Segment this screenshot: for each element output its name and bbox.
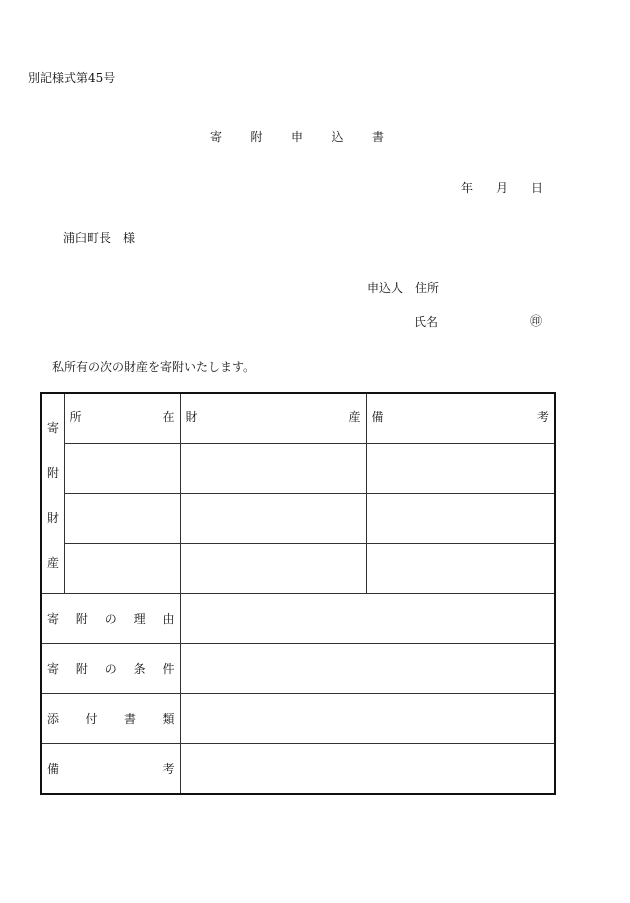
header-char: 所 xyxy=(69,410,82,424)
label-char: の xyxy=(104,612,117,626)
label-char: 附 xyxy=(75,662,88,676)
table-row xyxy=(41,444,555,494)
group-char: 寄 xyxy=(47,420,60,435)
label-char: 添 xyxy=(47,712,60,726)
date-day: 日 xyxy=(530,181,543,195)
attachments-field[interactable] xyxy=(180,694,555,744)
label-char: 寄 xyxy=(47,662,60,676)
date-year: 年 xyxy=(461,181,474,195)
label-char: 由 xyxy=(162,612,175,626)
label-char: 備 xyxy=(47,762,60,776)
location-cell[interactable] xyxy=(64,444,180,494)
group-char: 財 xyxy=(47,510,60,525)
remarks-label xyxy=(41,744,180,795)
table-row xyxy=(41,744,555,795)
header-char: 考 xyxy=(536,410,549,424)
label-char: の xyxy=(104,662,117,676)
document-title xyxy=(210,128,384,145)
label-char: 件 xyxy=(162,662,175,676)
condition-label xyxy=(41,644,180,694)
label-char: 附 xyxy=(75,612,88,626)
remarks-cell[interactable] xyxy=(366,544,555,594)
location-cell[interactable] xyxy=(64,494,180,544)
label-char: 考 xyxy=(162,762,175,776)
applicant-name-label: 氏名 xyxy=(414,315,439,329)
header-char: 財 xyxy=(185,410,198,424)
label-char: 類 xyxy=(162,712,175,726)
seal-mark: ㊞ xyxy=(530,314,543,328)
table-row xyxy=(41,694,555,744)
remarks-cell[interactable] xyxy=(366,494,555,544)
label-char: 寄 xyxy=(47,612,60,626)
remarks-field[interactable] xyxy=(180,744,555,795)
property-header xyxy=(180,393,366,444)
header-char: 産 xyxy=(348,410,361,424)
form-number: 別記様式第45号 xyxy=(28,71,116,85)
condition-field[interactable] xyxy=(180,644,555,694)
remarks-header xyxy=(366,393,555,444)
table-row xyxy=(41,544,555,594)
title-char: 込 xyxy=(331,130,344,144)
statement: 私所有の次の財産を寄附いたします。 xyxy=(52,360,256,374)
reason-field[interactable] xyxy=(180,594,555,644)
addressee: 浦臼町長 様 xyxy=(63,231,136,245)
title-char: 附 xyxy=(250,130,263,144)
reason-label xyxy=(41,594,180,644)
label-char: 条 xyxy=(133,662,146,676)
donated-property-label xyxy=(41,393,64,594)
title-char: 申 xyxy=(290,130,303,144)
date-line xyxy=(461,179,543,196)
location-header xyxy=(64,393,180,444)
label-char: 理 xyxy=(133,612,146,626)
label-char: 付 xyxy=(85,712,98,726)
table-row xyxy=(41,393,555,444)
applicant-address-label: 申込人 住所 xyxy=(367,281,440,295)
label-char: 書 xyxy=(123,712,136,726)
group-char: 附 xyxy=(47,465,60,480)
attachments-label xyxy=(41,694,180,744)
location-cell[interactable] xyxy=(64,544,180,594)
property-cell[interactable] xyxy=(180,544,366,594)
group-char: 産 xyxy=(47,555,60,570)
date-month: 月 xyxy=(495,181,508,195)
table-row xyxy=(41,644,555,694)
title-char: 寄 xyxy=(210,130,223,144)
property-cell[interactable] xyxy=(180,444,366,494)
donation-table xyxy=(40,392,556,795)
table-row xyxy=(41,494,555,544)
property-cell[interactable] xyxy=(180,494,366,544)
table-row xyxy=(41,594,555,644)
header-char: 在 xyxy=(162,410,175,424)
remarks-cell[interactable] xyxy=(366,444,555,494)
header-char: 備 xyxy=(371,410,384,424)
title-char: 書 xyxy=(371,130,384,144)
